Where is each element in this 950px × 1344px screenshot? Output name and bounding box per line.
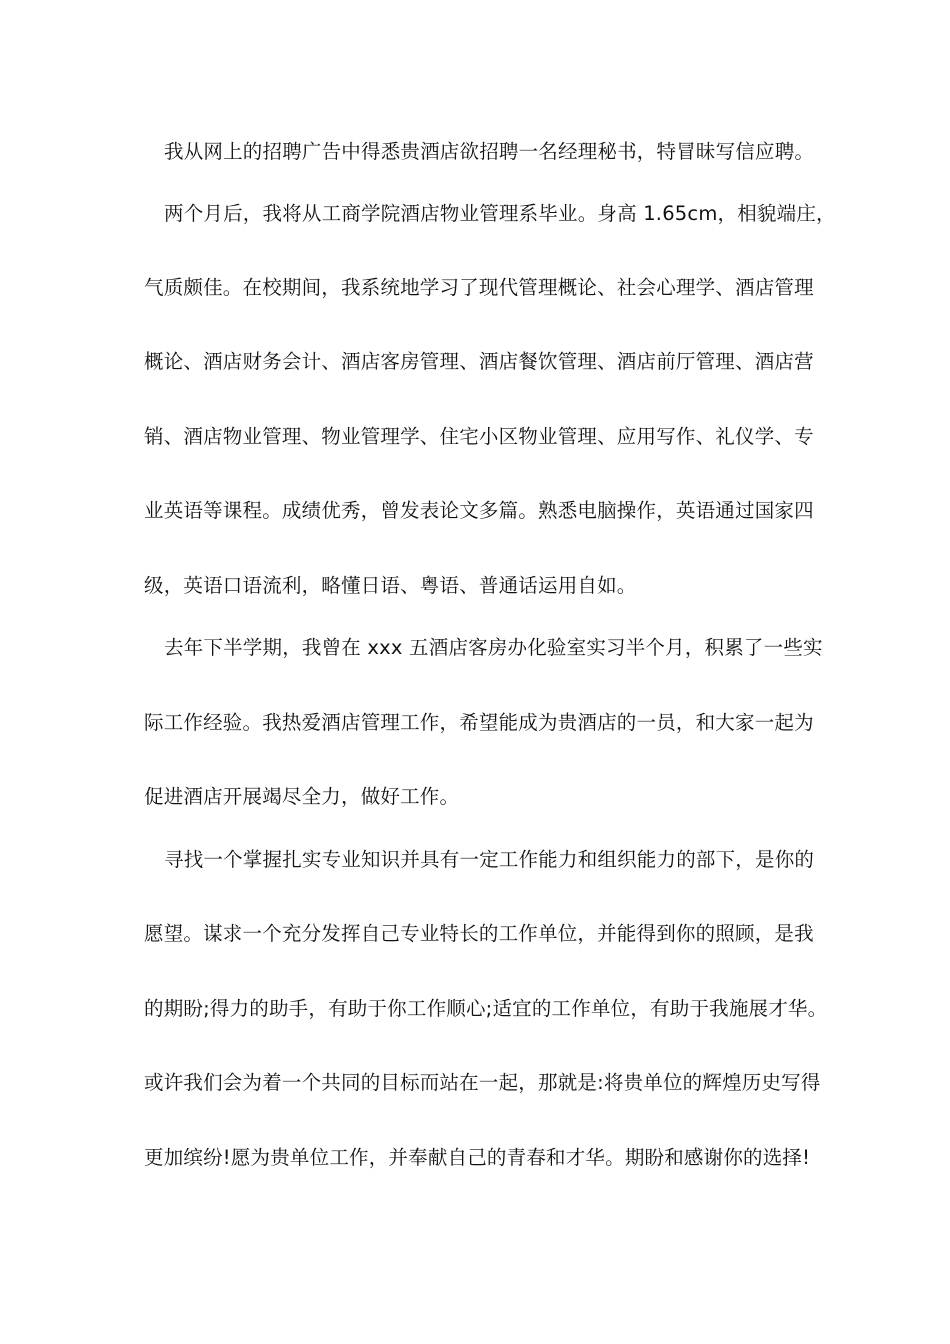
paragraph-3-line-1: 去年下半学期，我曾在 xxx 五酒店客房办化验室实习半个月，积累了一些实 xyxy=(164,636,823,659)
paragraph-4-line-3: 的期盼;得力的助手，有助于你工作顺心;适宜的工作单位，有助于我施展才华。 xyxy=(144,997,828,1020)
paragraph-3-line-3: 促进酒店开展竭尽全力，做好工作。 xyxy=(144,785,460,808)
paragraph-2-line-1: 两个月后，我将从工商学院酒店物业管理系毕业。身高 1.65cm，相貌端庄， xyxy=(164,202,836,225)
paragraph-1-line-1: 我从网上的招聘广告中得悉贵酒店欲招聘一名经理秘书，特冒昧写信应聘。 xyxy=(164,140,815,163)
paragraph-4-line-2: 愿望。谋求一个充分发挥自己专业特长的工作单位，并能得到你的照顾，是我 xyxy=(144,922,814,945)
paragraph-2-line-3: 概论、酒店财务会计、酒店客房管理、酒店餐饮管理、酒店前厅管理、酒店营 xyxy=(144,350,814,373)
paragraph-2-line-2: 气质颇佳。在校期间，我系统地学习了现代管理概论、社会心理学、酒店管理 xyxy=(144,276,814,299)
paragraph-2-line-4: 销、酒店物业管理、物业管理学、住宅小区物业管理、应用写作、礼仪学、专 xyxy=(144,425,814,448)
paragraph-2-line-5: 业英语等课程。成绩优秀，曾发表论文多篇。熟悉电脑操作，英语通过国家四 xyxy=(144,499,814,522)
paragraph-4-line-5: 更加缤纷!愿为贵单位工作，并奉献自己的青春和才华。期盼和感谢你的选择! xyxy=(144,1146,811,1169)
paragraph-3-line-2: 际工作经验。我热爱酒店管理工作，希望能成为贵酒店的一员，和大家一起为 xyxy=(144,711,814,734)
paragraph-4-line-4: 或许我们会为着一个共同的目标而站在一起，那就是:将贵单位的辉煌历史写得 xyxy=(144,1071,821,1094)
paragraph-2-line-6: 级，英语口语流利，略懂日语、粤语、普通话运用自如。 xyxy=(144,574,637,597)
paragraph-4-line-1: 寻找一个掌握扎实专业知识并具有一定工作能力和组织能力的部下，是你的 xyxy=(164,848,815,871)
